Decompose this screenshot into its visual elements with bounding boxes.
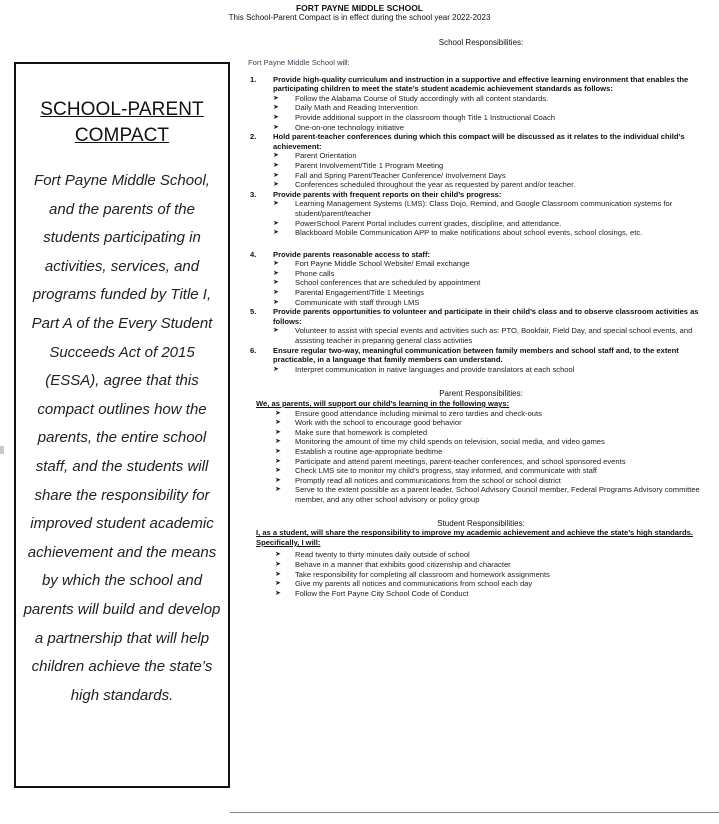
parent-item: ➤ Promptly read all notices and communications from the school or school district	[275, 475, 561, 485]
compact-title-line1: SCHOOL-PARENT	[40, 99, 204, 120]
item-number: 5.	[250, 307, 257, 317]
compact-title	[16, 97, 228, 149]
arrow-bullet-icon: ➤	[275, 580, 281, 588]
arrow-bullet-icon: ➤	[275, 570, 281, 578]
arrow-bullet-icon: ➤	[273, 171, 279, 179]
sub-list	[273, 94, 714, 132]
arrow-bullet-icon: ➤	[275, 428, 281, 436]
arrow-bullet-icon: ➤	[275, 486, 281, 494]
sub-list	[273, 199, 714, 237]
parent-item: ➤ Establish a routine age-appropriate bedtime	[275, 446, 443, 456]
item-number: 1.	[250, 74, 257, 84]
sub-item: ➤ Conferences scheduled throughout the year as requested by parent and/or teacher.	[273, 180, 576, 190]
student-intro: I, as a student, will share the responsibility to improve my academic achievement and achieve the state’s high standards. Specifically, I will:	[256, 528, 693, 547]
sub-item: ➤ Volunteer to assist with special events and activities such as: PTO, Bookfair, Field Day, and special school events, and assisting teacher in preparing general class activities	[273, 326, 693, 346]
sub-item: ➤ Follow the Alabama Course of Study accordingly with all content standards.	[273, 93, 549, 103]
arrow-bullet-icon: ➤	[273, 113, 279, 121]
sub-list	[273, 151, 714, 189]
page-edge-mark	[0, 446, 4, 454]
sub-item: ➤ Fort Payne Middle School Website/ Email exchange	[273, 259, 470, 269]
parent-item: ➤ Monitoring the amount of time my child spends on television, social media, and video games	[275, 437, 605, 447]
sub-item: ➤ Parent Orientation	[273, 151, 357, 161]
sub-item: ➤ Parental Engagement/Title 1 Meetings	[273, 288, 424, 298]
sub-item: ➤ Blackboard Mobile Communication APP to make notifications about school events, school closings, etc.	[273, 228, 643, 238]
arrow-bullet-icon: ➤	[273, 104, 279, 112]
arrow-bullet-icon: ➤	[273, 161, 279, 169]
compact-body: Fort Payne Middle School, and the parents of the students participating in activities, services, and programs funded by Title I, Part A of the Every Student Succeeds Act of 2015 (ESSA), agree that this compact outlines how the parents, the entire school staff, and the students will share the responsibility for improved student academic achievement and the means by which the school and parents will build and develop a partnership that will help children achieve the state’s high standards.	[23, 172, 221, 704]
school-intro-will: will:	[334, 58, 350, 67]
arrow-bullet-icon: ➤	[275, 447, 281, 455]
arrow-bullet-icon: ➤	[275, 438, 281, 446]
arrow-bullet-icon: ➤	[273, 229, 279, 237]
arrow-bullet-icon: ➤	[275, 560, 281, 568]
sub-item: ➤ Phone calls	[273, 268, 335, 278]
school-responsibilities-heading: School Responsibilities:	[438, 38, 524, 47]
parent-item: ➤ Serve to the extent possible as a parent leader, School Advisory Council member, Federal Programs Advisory committee member, and any other school advisory or policy group	[275, 485, 700, 504]
student-responsibilities-heading: Student Responsibilities:	[437, 518, 525, 528]
arrow-bullet-icon: ➤	[273, 181, 279, 189]
arrow-bullet-icon: ➤	[275, 409, 281, 417]
parent-item: ➤ Participate and attend parent meetings, parent-teacher conferences, and school sponsored events	[275, 456, 626, 466]
sub-item: ➤ Learning Management Systems (LMS): Class Dojo, Remind, and Google Classroom communication systems for student/parent/teacher	[273, 199, 673, 218]
arrow-bullet-icon: ➤	[273, 260, 279, 268]
arrow-bullet-icon: ➤	[273, 365, 279, 373]
item-heading: Provide parents reasonable access to staff:	[273, 249, 430, 259]
item-heading: Provide high-quality curriculum and instruction in a supportive and effective learning environment that enables the participating children to meet the state’s student academic achievement standards as follows:	[273, 74, 689, 94]
sub-item: ➤ Daily Math and Reading Intervention	[273, 103, 418, 113]
student-item: ➤ Give my parents all notices and communications from school each day	[275, 579, 533, 589]
parent-intro: We, as parents, will support our child’s learning in the following ways:	[256, 399, 510, 408]
sub-list	[273, 326, 714, 345]
sub-item: ➤ School conferences that are scheduled by appointment	[273, 278, 481, 288]
item-heading: Hold parent-teacher conferences during which this compact will be discussed as it relates to the individual child’s achievement:	[273, 132, 685, 151]
arrow-bullet-icon: ➤	[275, 589, 281, 597]
sub-item: ➤ One-on-one technology initiative	[273, 122, 404, 132]
item-number: 3.	[250, 189, 257, 199]
school-item	[248, 307, 714, 345]
sub-list	[273, 365, 714, 375]
item-heading: Provide parents with frequent reports on their child’s progress:	[273, 189, 502, 199]
school-item	[248, 250, 714, 308]
student-item: ➤ Behave in a manner that exhibits good citizenship and character	[275, 559, 511, 569]
sub-list	[273, 259, 714, 307]
compact-box	[14, 62, 230, 788]
arrow-bullet-icon: ➤	[275, 467, 281, 475]
arrow-bullet-icon: ➤	[273, 200, 279, 208]
sub-item: ➤ Communicate with staff through LMS	[273, 297, 420, 307]
responsibilities-column	[248, 38, 714, 598]
school-intro	[248, 58, 714, 68]
bottom-divider	[230, 812, 719, 813]
item-number: 2.	[250, 132, 257, 142]
arrow-bullet-icon: ➤	[273, 219, 279, 227]
arrow-bullet-icon: ➤	[275, 457, 281, 465]
effect-line: This School-Parent Compact is in effect during the school year 2022-2023	[228, 13, 491, 22]
school-responsibility-list	[248, 75, 714, 375]
compact-title-line2: COMPACT	[74, 125, 170, 146]
student-item: ➤ Read twenty to thirty minutes daily outside of school	[275, 550, 470, 560]
item-number: 4.	[250, 249, 257, 259]
arrow-bullet-icon: ➤	[275, 551, 281, 559]
student-item: ➤ Take responsibility for completing all classroom and homework assignments	[275, 569, 550, 579]
sub-item: ➤ Interpret communication in native languages and provide translators at each school	[273, 364, 575, 374]
sub-item: ➤ PowerSchool Parent Portal includes current grades, discipline, and attendance.	[273, 218, 562, 228]
school-intro-name: Fort Payne Middle School	[248, 58, 335, 67]
arrow-bullet-icon: ➤	[273, 289, 279, 297]
parent-item: ➤ Make sure that homework is completed	[275, 427, 428, 437]
arrow-bullet-icon: ➤	[273, 269, 279, 277]
student-responsibility-list	[275, 550, 714, 598]
student-item: ➤ Follow the Fort Payne City School Code of Conduct	[275, 588, 469, 598]
parent-responsibilities-heading: Parent Responsibilities:	[439, 389, 523, 399]
parent-item: ➤ Check LMS site to monitor my child’s progress, stay informed, and communicate with staff	[275, 466, 597, 476]
parent-item: ➤ Ensure good attendance including minimal to zero tardies and check-outs	[275, 408, 542, 418]
parent-responsibility-list	[275, 409, 714, 505]
item-heading: Provide parents opportunities to volunteer and participate in their child’s class and to observe classroom activities as follows:	[273, 307, 699, 326]
arrow-bullet-icon: ➤	[275, 476, 281, 484]
arrow-bullet-icon: ➤	[273, 298, 279, 306]
school-item	[248, 132, 714, 190]
sub-item: ➤ Fall and Spring Parent/Teacher Conference/ Involvement Days	[273, 170, 506, 180]
school-item	[248, 75, 714, 133]
school-item	[248, 346, 714, 375]
item-heading: Ensure regular two-way, meaningful communication between family members and school staff and, to the extent practicable, in a language that family members can understand.	[273, 345, 679, 365]
item-number: 6.	[250, 345, 257, 355]
school-name: FORT PAYNE MIDDLE SCHOOL	[295, 3, 424, 13]
arrow-bullet-icon: ➤	[273, 123, 279, 131]
sub-item: ➤ Provide additional support in the classroom though Title 1 Instructional Coach	[273, 112, 556, 122]
arrow-bullet-icon: ➤	[273, 279, 279, 287]
parent-item: ➤ Work with the school to encourage good behavior	[275, 418, 462, 428]
school-item	[248, 190, 714, 238]
arrow-bullet-icon: ➤	[273, 94, 279, 102]
arrow-bullet-icon: ➤	[275, 419, 281, 427]
arrow-bullet-icon: ➤	[273, 327, 279, 335]
document-header	[0, 3, 719, 23]
sub-item: ➤ Parent Involvement/Title 1 Program Meeting	[273, 160, 444, 170]
arrow-bullet-icon: ➤	[273, 152, 279, 160]
